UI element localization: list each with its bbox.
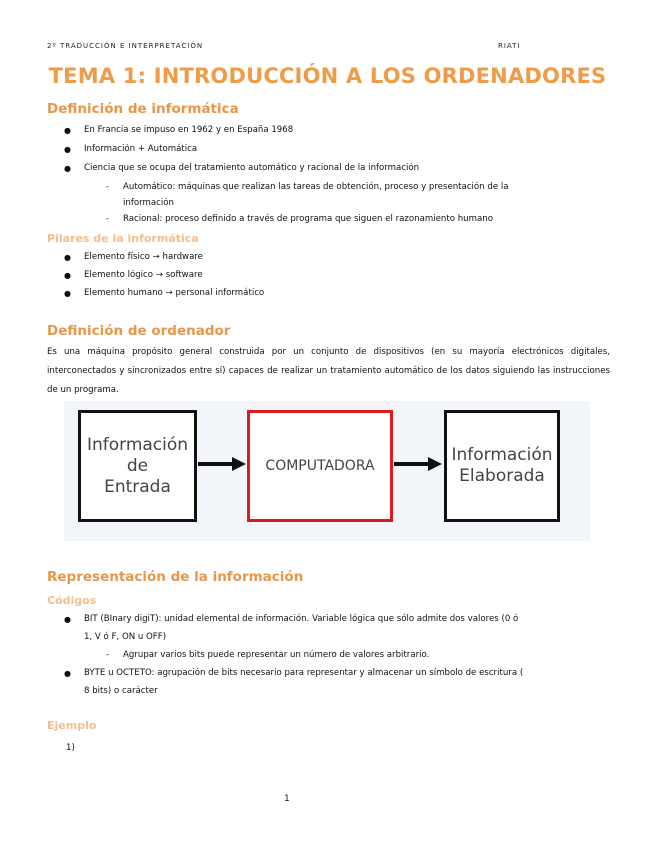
dash-icon: - bbox=[106, 650, 109, 659]
paragraph-definicion-ordenador: Es una máquina propósito general construida por un conjunto de dispositivos (en su mayoría electrónicos digitales, interconectados y sincronizados entre sí) capaces de realizar un tratamiento automático de los datos siguiendo las instrucciones de un programa. bbox=[47, 347, 610, 395]
bullet-icon: ● bbox=[64, 669, 71, 678]
dash-icon: - bbox=[106, 182, 109, 191]
page-title: TEMA 1: INTRODUCCIÓN A LOS ORDENADORES bbox=[48, 64, 607, 88]
heading-pilares: Pilares de la informática bbox=[47, 232, 199, 245]
header-right: RIATI bbox=[498, 42, 521, 50]
input-label-line: Entrada bbox=[104, 476, 171, 497]
list-item-bit: BIT (BInary digiT): unidad elemental de información. Variable lógica que sólo admite dos valores (0 ó bbox=[84, 614, 519, 624]
output-box bbox=[444, 410, 560, 522]
output-label-line: Información bbox=[451, 445, 553, 465]
list-item: Elemento humano → personal informático bbox=[84, 288, 265, 298]
computer-diagram bbox=[64, 401, 590, 541]
list-item-byte: BYTE u OCTETO: agrupación de bits necesario para representar y almacenar un símbolo de escritura ( bbox=[84, 668, 524, 678]
computadora-box bbox=[247, 410, 393, 522]
dash-icon: - bbox=[106, 214, 109, 223]
bullet-icon: ● bbox=[64, 126, 71, 135]
bullet-icon: ● bbox=[64, 164, 71, 173]
sub-list-item-continuation: información bbox=[123, 198, 174, 208]
heading-definicion-ordenador: Definición de ordenador bbox=[47, 323, 231, 339]
list-item: Elemento lógico → software bbox=[84, 270, 203, 280]
list-item: Elemento físico → hardware bbox=[84, 252, 203, 262]
header-left: 2º TRADUCCIÓN E INTERPRETACIÓN bbox=[47, 42, 204, 50]
page-number: 1 bbox=[284, 794, 290, 804]
heading-representacion: Representación de la información bbox=[47, 569, 304, 585]
list-item-byte-continuation: 8 bits) o carácter bbox=[84, 686, 158, 696]
list-item: Información + Automática bbox=[84, 144, 198, 154]
bullet-icon: ● bbox=[64, 145, 71, 154]
input-label-line: de bbox=[126, 455, 149, 476]
arrow-right-icon bbox=[198, 457, 246, 471]
list-item: Ciencia que se ocupa del tratamiento automático y racional de la información bbox=[84, 163, 420, 173]
list-item-bit-continuation: 1, V ó F, ON u OFF) bbox=[84, 632, 167, 642]
computadora-label: COMPUTADORA bbox=[265, 457, 375, 474]
input-label-line: Información bbox=[86, 434, 189, 455]
heading-definicion-informatica: Definición de informática bbox=[47, 101, 239, 117]
bullet-icon: ● bbox=[64, 289, 71, 298]
heading-ejemplo: Ejemplo bbox=[47, 719, 97, 732]
input-box bbox=[78, 410, 197, 522]
sub-list-item: Racional: proceso definido a través de programa que siguen el razonamiento humano bbox=[123, 214, 493, 224]
list-item: En Francia se impuso en 1962 y en España 1968 bbox=[84, 125, 294, 135]
output-label-line: Elaborada bbox=[459, 466, 545, 486]
arrow-right-icon bbox=[394, 457, 442, 471]
numbered-item: 1) bbox=[66, 743, 75, 753]
heading-codigos: Códigos bbox=[47, 594, 97, 607]
sub-list-item: Automático: máquinas que realizan las tareas de obtención, proceso y presentación de la bbox=[123, 182, 509, 192]
bullet-icon: ● bbox=[64, 253, 71, 262]
bullet-icon: ● bbox=[64, 615, 71, 624]
sub-list-item: Agrupar varios bits puede representar un número de valores arbitrario. bbox=[123, 650, 430, 660]
bullet-icon: ● bbox=[64, 271, 71, 280]
